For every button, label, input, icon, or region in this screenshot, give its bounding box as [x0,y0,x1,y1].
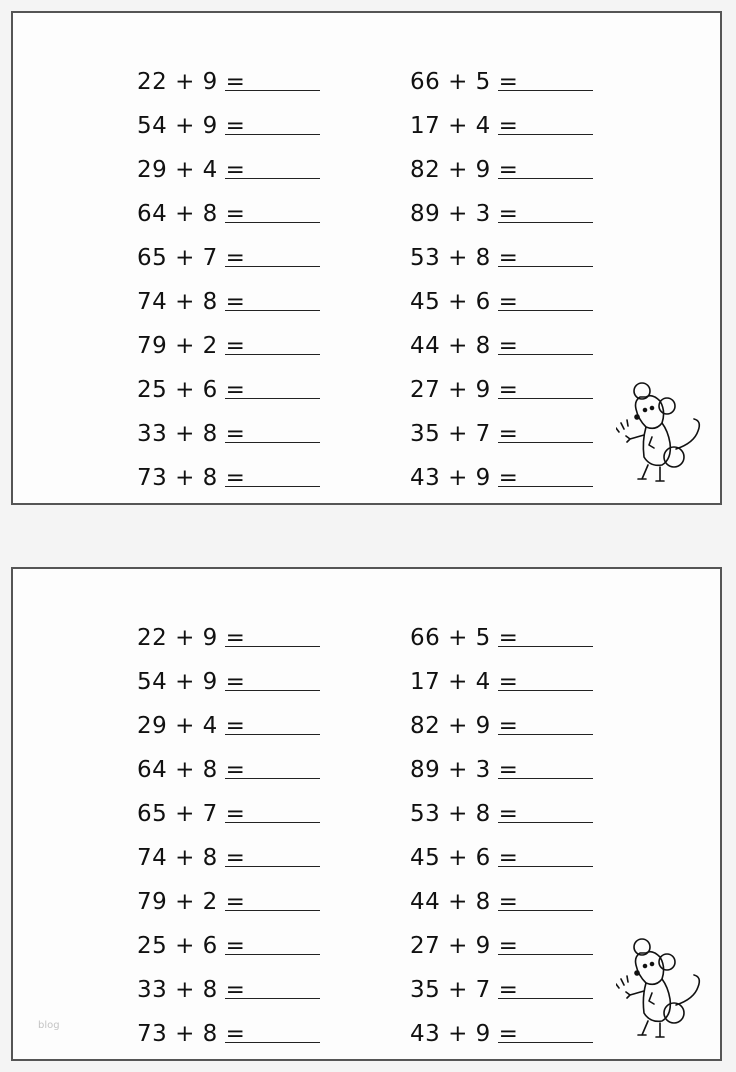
answer-blank[interactable] [498,310,593,311]
equation: 45 + 6 = [410,289,519,315]
exercise-row [410,139,593,183]
exercise-row [137,51,320,95]
answer-blank[interactable] [225,690,320,691]
answer-blank[interactable] [498,998,593,999]
answer-blank[interactable] [225,486,320,487]
exercise-row [137,359,320,403]
exercise-row [410,695,593,739]
equation: 27 + 9 = [410,377,519,403]
exercise-row [410,271,593,315]
equation: 64 + 8 = [137,757,246,783]
equation: 73 + 8 = [137,1021,246,1047]
exercise-row [410,915,593,959]
equation: 17 + 4 = [410,113,519,139]
answer-blank[interactable] [498,178,593,179]
answer-blank[interactable] [225,134,320,135]
equation: 74 + 8 = [137,289,246,315]
equation: 44 + 8 = [410,333,519,359]
equation: 79 + 2 = [137,333,246,359]
equation: 45 + 6 = [410,845,519,871]
exercise-row [137,95,320,139]
answer-blank[interactable] [225,822,320,823]
exercise-row [137,783,320,827]
answer-blank[interactable] [225,442,320,443]
equation: 22 + 9 = [137,69,246,95]
answer-blank[interactable] [498,910,593,911]
exercise-row [410,227,593,271]
exercise-row [137,447,320,491]
equation: 89 + 3 = [410,757,519,783]
answer-blank[interactable] [225,90,320,91]
exercise-row [410,651,593,695]
answer-blank[interactable] [225,734,320,735]
equation: 27 + 9 = [410,933,519,959]
equation: 33 + 8 = [137,977,246,1003]
answer-blank[interactable] [498,442,593,443]
exercise-row [410,1003,593,1047]
exercise-row [410,739,593,783]
equation: 66 + 5 = [410,625,519,651]
answer-blank[interactable] [498,134,593,135]
answer-blank[interactable] [225,998,320,999]
exercise-row [410,871,593,915]
equation: 82 + 9 = [410,157,519,183]
answer-blank[interactable] [498,486,593,487]
answer-blank[interactable] [498,354,593,355]
exercise-row [410,447,593,491]
exercise-row [410,783,593,827]
exercise-row [410,959,593,1003]
exercise-row [137,227,320,271]
exercise-row [137,139,320,183]
exercise-row [137,1003,320,1047]
exercise-row [137,315,320,359]
exercise-row [410,403,593,447]
answer-blank[interactable] [498,954,593,955]
worksheet-1 [11,11,722,505]
answer-blank[interactable] [498,1042,593,1043]
equation: 53 + 8 = [410,801,519,827]
equation: 29 + 4 = [137,157,246,183]
equation: 25 + 6 = [137,377,246,403]
answer-blank[interactable] [225,646,320,647]
exercise-row [410,183,593,227]
equation: 66 + 5 = [410,69,519,95]
equation: 43 + 9 = [410,1021,519,1047]
exercise-row [137,871,320,915]
answer-blank[interactable] [498,266,593,267]
answer-blank[interactable] [225,954,320,955]
equation: 25 + 6 = [137,933,246,959]
left-column [137,51,320,491]
right-column [410,51,593,491]
exercise-row [137,739,320,783]
right-column [410,607,593,1047]
left-column [137,607,320,1047]
equation: 65 + 7 = [137,801,246,827]
equation: 53 + 8 = [410,245,519,271]
equation: 54 + 9 = [137,113,246,139]
equation: 35 + 7 = [410,977,519,1003]
exercise-row [410,827,593,871]
equation: 65 + 7 = [137,245,246,271]
equation: 17 + 4 = [410,669,519,695]
equation: 44 + 8 = [410,889,519,915]
answer-blank[interactable] [225,178,320,179]
exercise-row [137,271,320,315]
answer-blank[interactable] [498,690,593,691]
exercise-row [410,95,593,139]
exercise-row [137,403,320,447]
equation: 43 + 9 = [410,465,519,491]
answer-blank[interactable] [498,822,593,823]
answer-blank[interactable] [225,398,320,399]
exercise-row [137,915,320,959]
equation: 64 + 8 = [137,201,246,227]
answer-blank[interactable] [498,646,593,647]
exercise-row [137,827,320,871]
mouse-icon [616,379,708,489]
equation: 74 + 8 = [137,845,246,871]
exercise-row [410,315,593,359]
answer-blank[interactable] [225,222,320,223]
equation: 79 + 2 = [137,889,246,915]
equation: 73 + 8 = [137,465,246,491]
answer-blank[interactable] [498,222,593,223]
answer-blank[interactable] [498,866,593,867]
watermark: blog [38,1020,60,1031]
equation: 33 + 8 = [137,421,246,447]
exercise-row [410,51,593,95]
exercise-row [137,651,320,695]
answer-blank[interactable] [225,354,320,355]
equation: 29 + 4 = [137,713,246,739]
exercise-row [410,359,593,403]
exercise-row [137,695,320,739]
answer-blank[interactable] [225,310,320,311]
answer-blank[interactable] [225,266,320,267]
exercise-row [410,607,593,651]
worksheet-2 [11,567,722,1061]
exercise-row [137,959,320,1003]
exercise-row [137,607,320,651]
mouse-icon [616,935,708,1045]
equation: 54 + 9 = [137,669,246,695]
answer-blank[interactable] [498,398,593,399]
equation: 89 + 3 = [410,201,519,227]
answer-blank[interactable] [225,866,320,867]
equation: 22 + 9 = [137,625,246,651]
answer-blank[interactable] [225,910,320,911]
exercise-row [137,183,320,227]
answer-blank[interactable] [225,1042,320,1043]
answer-blank[interactable] [498,90,593,91]
answer-blank[interactable] [498,734,593,735]
equation: 35 + 7 = [410,421,519,447]
answer-blank[interactable] [225,778,320,779]
answer-blank[interactable] [498,778,593,779]
equation: 82 + 9 = [410,713,519,739]
